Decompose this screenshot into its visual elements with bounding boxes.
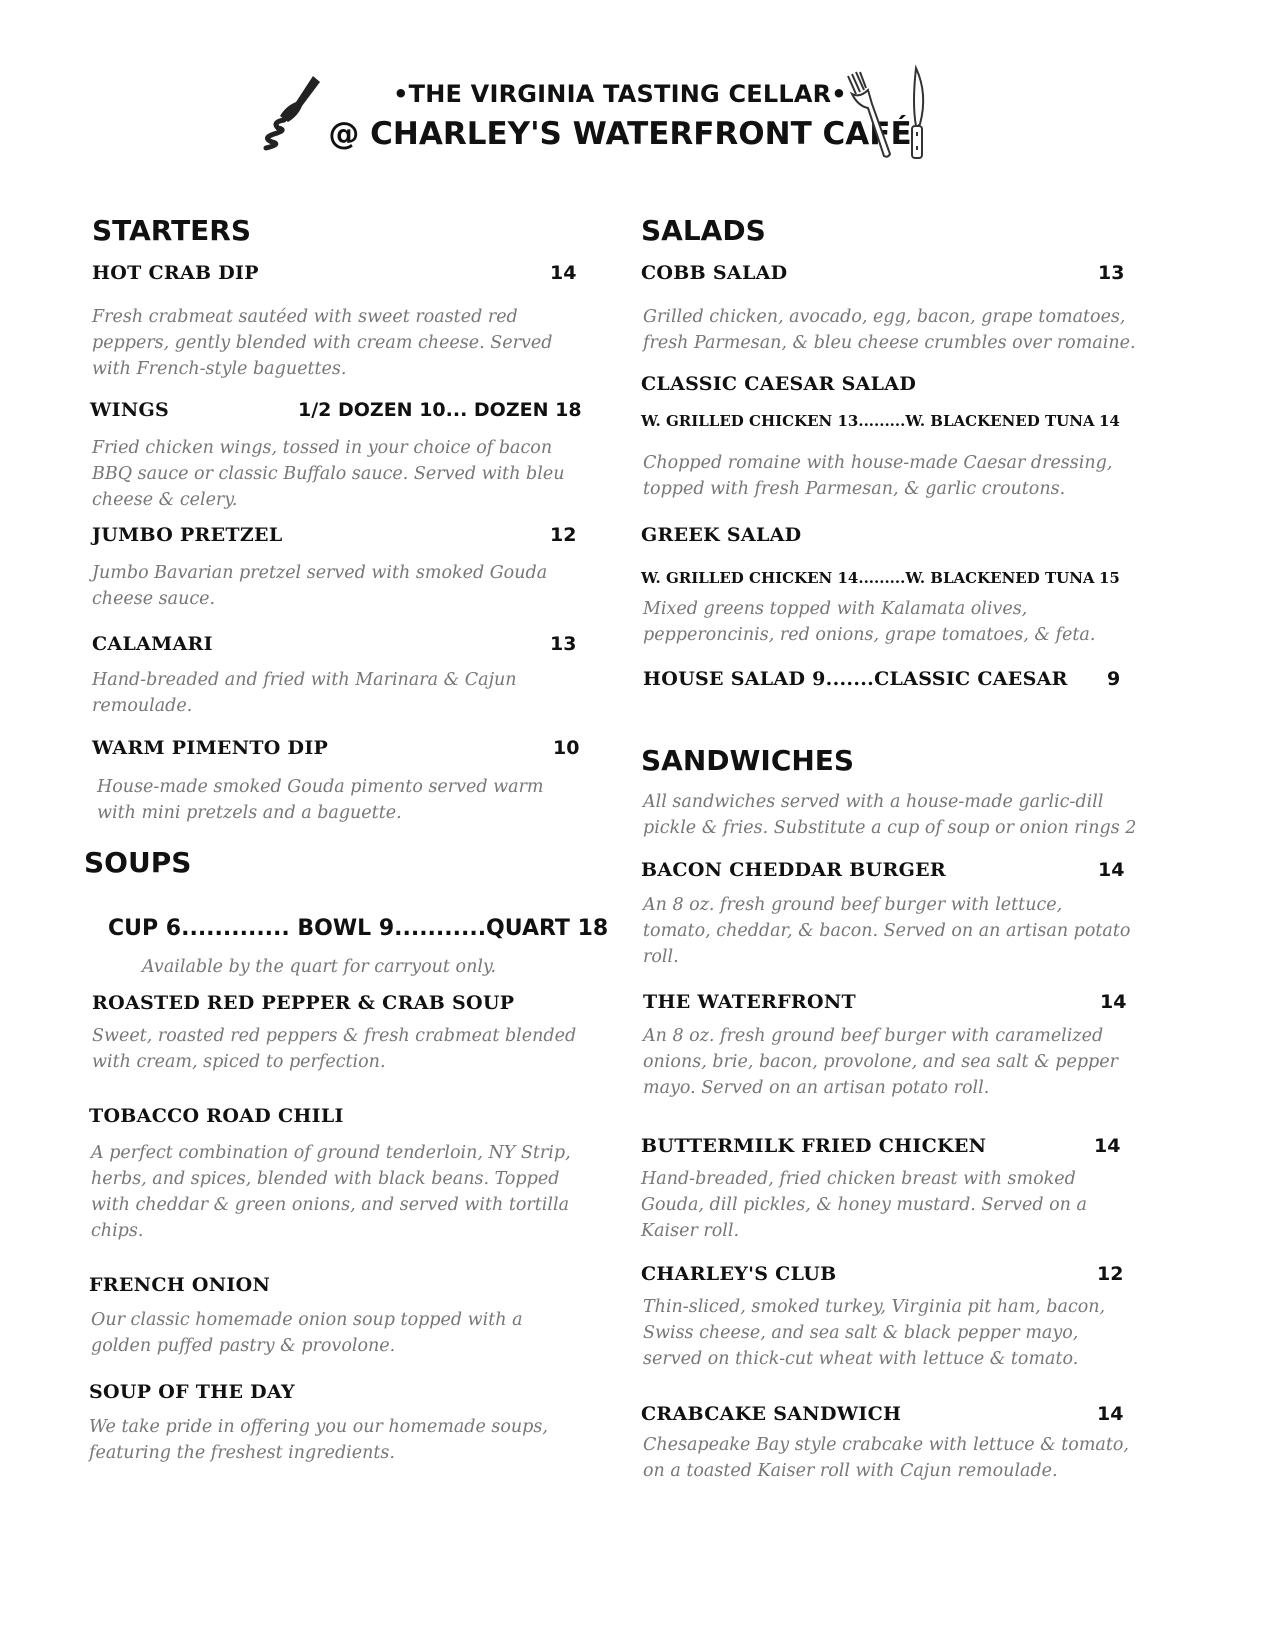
club-price: 12 [1097, 1263, 1124, 1285]
buttermilk-desc: Hand-breaded, fried chicken breast with smoked Gouda, dill pickles, & honey mustard. Served on a Kaiser roll. [641, 1169, 1087, 1241]
crabcake-name: CRABCAKE SANDWICH [641, 1403, 902, 1425]
hot-crab-dip-name: HOT CRAB DIP [92, 262, 259, 284]
wings-name: WINGS [90, 399, 170, 421]
red-pepper-soup-name: ROASTED RED PEPPER & CRAB SOUP [92, 992, 515, 1014]
soups-note: Available by the quart for carryout only. [142, 957, 497, 977]
jumbo-pretzel-name: JUMBO PRETZEL [92, 524, 283, 546]
cobb-desc: Grilled chicken, avocado, egg, bacon, grape tomatoes, fresh Parmesan, & bleu cheese crumbles over romaine. [643, 307, 1136, 353]
house-salad-line: HOUSE SALAD 9.......CLASSIC CAESAR [643, 668, 1068, 690]
pimento-price: 10 [553, 737, 580, 759]
buttermilk-price: 14 [1094, 1135, 1121, 1157]
french-onion-name: FRENCH ONION [89, 1274, 271, 1296]
cobb-name: COBB SALAD [641, 262, 788, 284]
wings-desc: Fried chicken wings, tossed in your choice of bacon BBQ sauce or classic Buffalo sauce. Served with bleu cheese & celery. [92, 438, 565, 510]
jumbo-pretzel-price: 12 [550, 524, 577, 546]
waterfront-price: 14 [1100, 991, 1127, 1013]
calamari-desc: Hand-breaded and fried with Marinara & Cajun remoulade. [92, 670, 517, 716]
fork-knife-icon [842, 64, 928, 162]
soups-title: SOUPS [84, 846, 192, 879]
pimento-name: WARM PIMENTO DIP [92, 737, 329, 759]
bacon-cheddar-price: 14 [1098, 859, 1125, 881]
caesar-desc: Chopped romaine with house-made Caesar dressing, topped with fresh Parmesan, & garlic croutons. [643, 453, 1113, 499]
bacon-cheddar-name: BACON CHEDDAR BURGER [641, 859, 947, 881]
calamari-name: CALAMARI [92, 633, 213, 655]
greek-desc: Mixed greens topped with Kalamata olives, pepperoncinis, red onions, grape tomatoes, & feta. [643, 599, 1096, 645]
sandwiches-note: All sandwiches served with a house-made garlic-dill pickle & fries. Substitute a cup of soup or onion rings 2 [643, 792, 1137, 838]
hot-crab-dip-price: 14 [550, 262, 577, 284]
buttermilk-name: BUTTERMILK FRIED CHICKEN [641, 1135, 987, 1157]
soup-of-day-name: SOUP OF THE DAY [89, 1381, 295, 1403]
crabcake-desc: Chesapeake Bay style crabcake with lettuce & tomato, on a toasted Kaiser roll with Cajun remoulade. [643, 1435, 1129, 1481]
calamari-price: 13 [550, 633, 577, 655]
red-pepper-soup-desc: Sweet, roasted red peppers & fresh crabmeat blended with cream, spiced to perfection. [92, 1026, 577, 1072]
soup-of-day-desc: We take pride in offering you our homemade soups, featuring the freshest ingredients. [89, 1417, 548, 1463]
french-onion-desc: Our classic homemade onion soup topped with a golden puffed pastry & provolone. [91, 1310, 523, 1356]
hot-crab-dip-desc: Fresh crabmeat sautéed with sweet roasted red peppers, gently blended with cream cheese. Served with French-style baguettes. [92, 307, 553, 379]
bacon-cheddar-desc: An 8 oz. fresh ground beef burger with lettuce, tomato, cheddar, & bacon. Served on an artisan potato roll. [643, 895, 1131, 967]
club-desc: Thin-sliced, smoked turkey, Virginia pit ham, bacon, Swiss cheese, and sea salt & black pepper mayo, served on thick-cut wheat with lettuce & tomato. [643, 1297, 1106, 1369]
caesar-options: W. GRILLED CHICKEN 13.........W. BLACKENED TUNA [641, 412, 1095, 430]
sandwiches-title: SANDWICHES [641, 744, 855, 777]
header-line1: •THE VIRGINIA TASTING CELLAR• [393, 80, 847, 108]
club-name: CHARLEY'S CLUB [641, 1263, 837, 1285]
header-line2: @ CHARLEY'S WATERFRONT CAFÉ [328, 116, 912, 152]
salads-title: SALADS [641, 214, 766, 247]
greek-options-price: 15 [1099, 569, 1120, 587]
pimento-desc: House-made smoked Gouda pimento served warm with mini pretzels and a baguette. [97, 777, 544, 823]
crabcake-price: 14 [1097, 1403, 1124, 1425]
greek-name: GREEK SALAD [641, 524, 802, 546]
house-salad-price: 9 [1107, 668, 1121, 690]
waterfront-name: THE WATERFRONT [643, 991, 856, 1013]
wings-price: 1/2 DOZEN 10... DOZEN 18 [298, 399, 582, 421]
caesar-options-price: 14 [1099, 412, 1120, 430]
chili-name: TOBACCO ROAD CHILI [89, 1105, 344, 1127]
greek-options: W. GRILLED CHICKEN 14.........W. BLACKENED TUNA [641, 569, 1095, 587]
chili-desc: A perfect combination of ground tenderloin, NY Strip, herbs, and spices, blended with black beans. Topped with cheddar & green onions, and served with tortilla chips. [91, 1143, 571, 1241]
waterfront-desc: An 8 oz. fresh ground beef burger with caramelized onions, brie, bacon, provolone, and sea salt & pepper mayo. Served on an artisan potato roll. [643, 1026, 1118, 1098]
cobb-price: 13 [1098, 262, 1125, 284]
caesar-name: CLASSIC CAESAR SALAD [641, 373, 917, 395]
soups-prices: CUP 6............. BOWL 9...........QUART 18 [108, 916, 609, 941]
jumbo-pretzel-desc: Jumbo Bavarian pretzel served with smoked Gouda cheese sauce. [92, 563, 548, 609]
starters-title: STARTERS [92, 214, 252, 247]
